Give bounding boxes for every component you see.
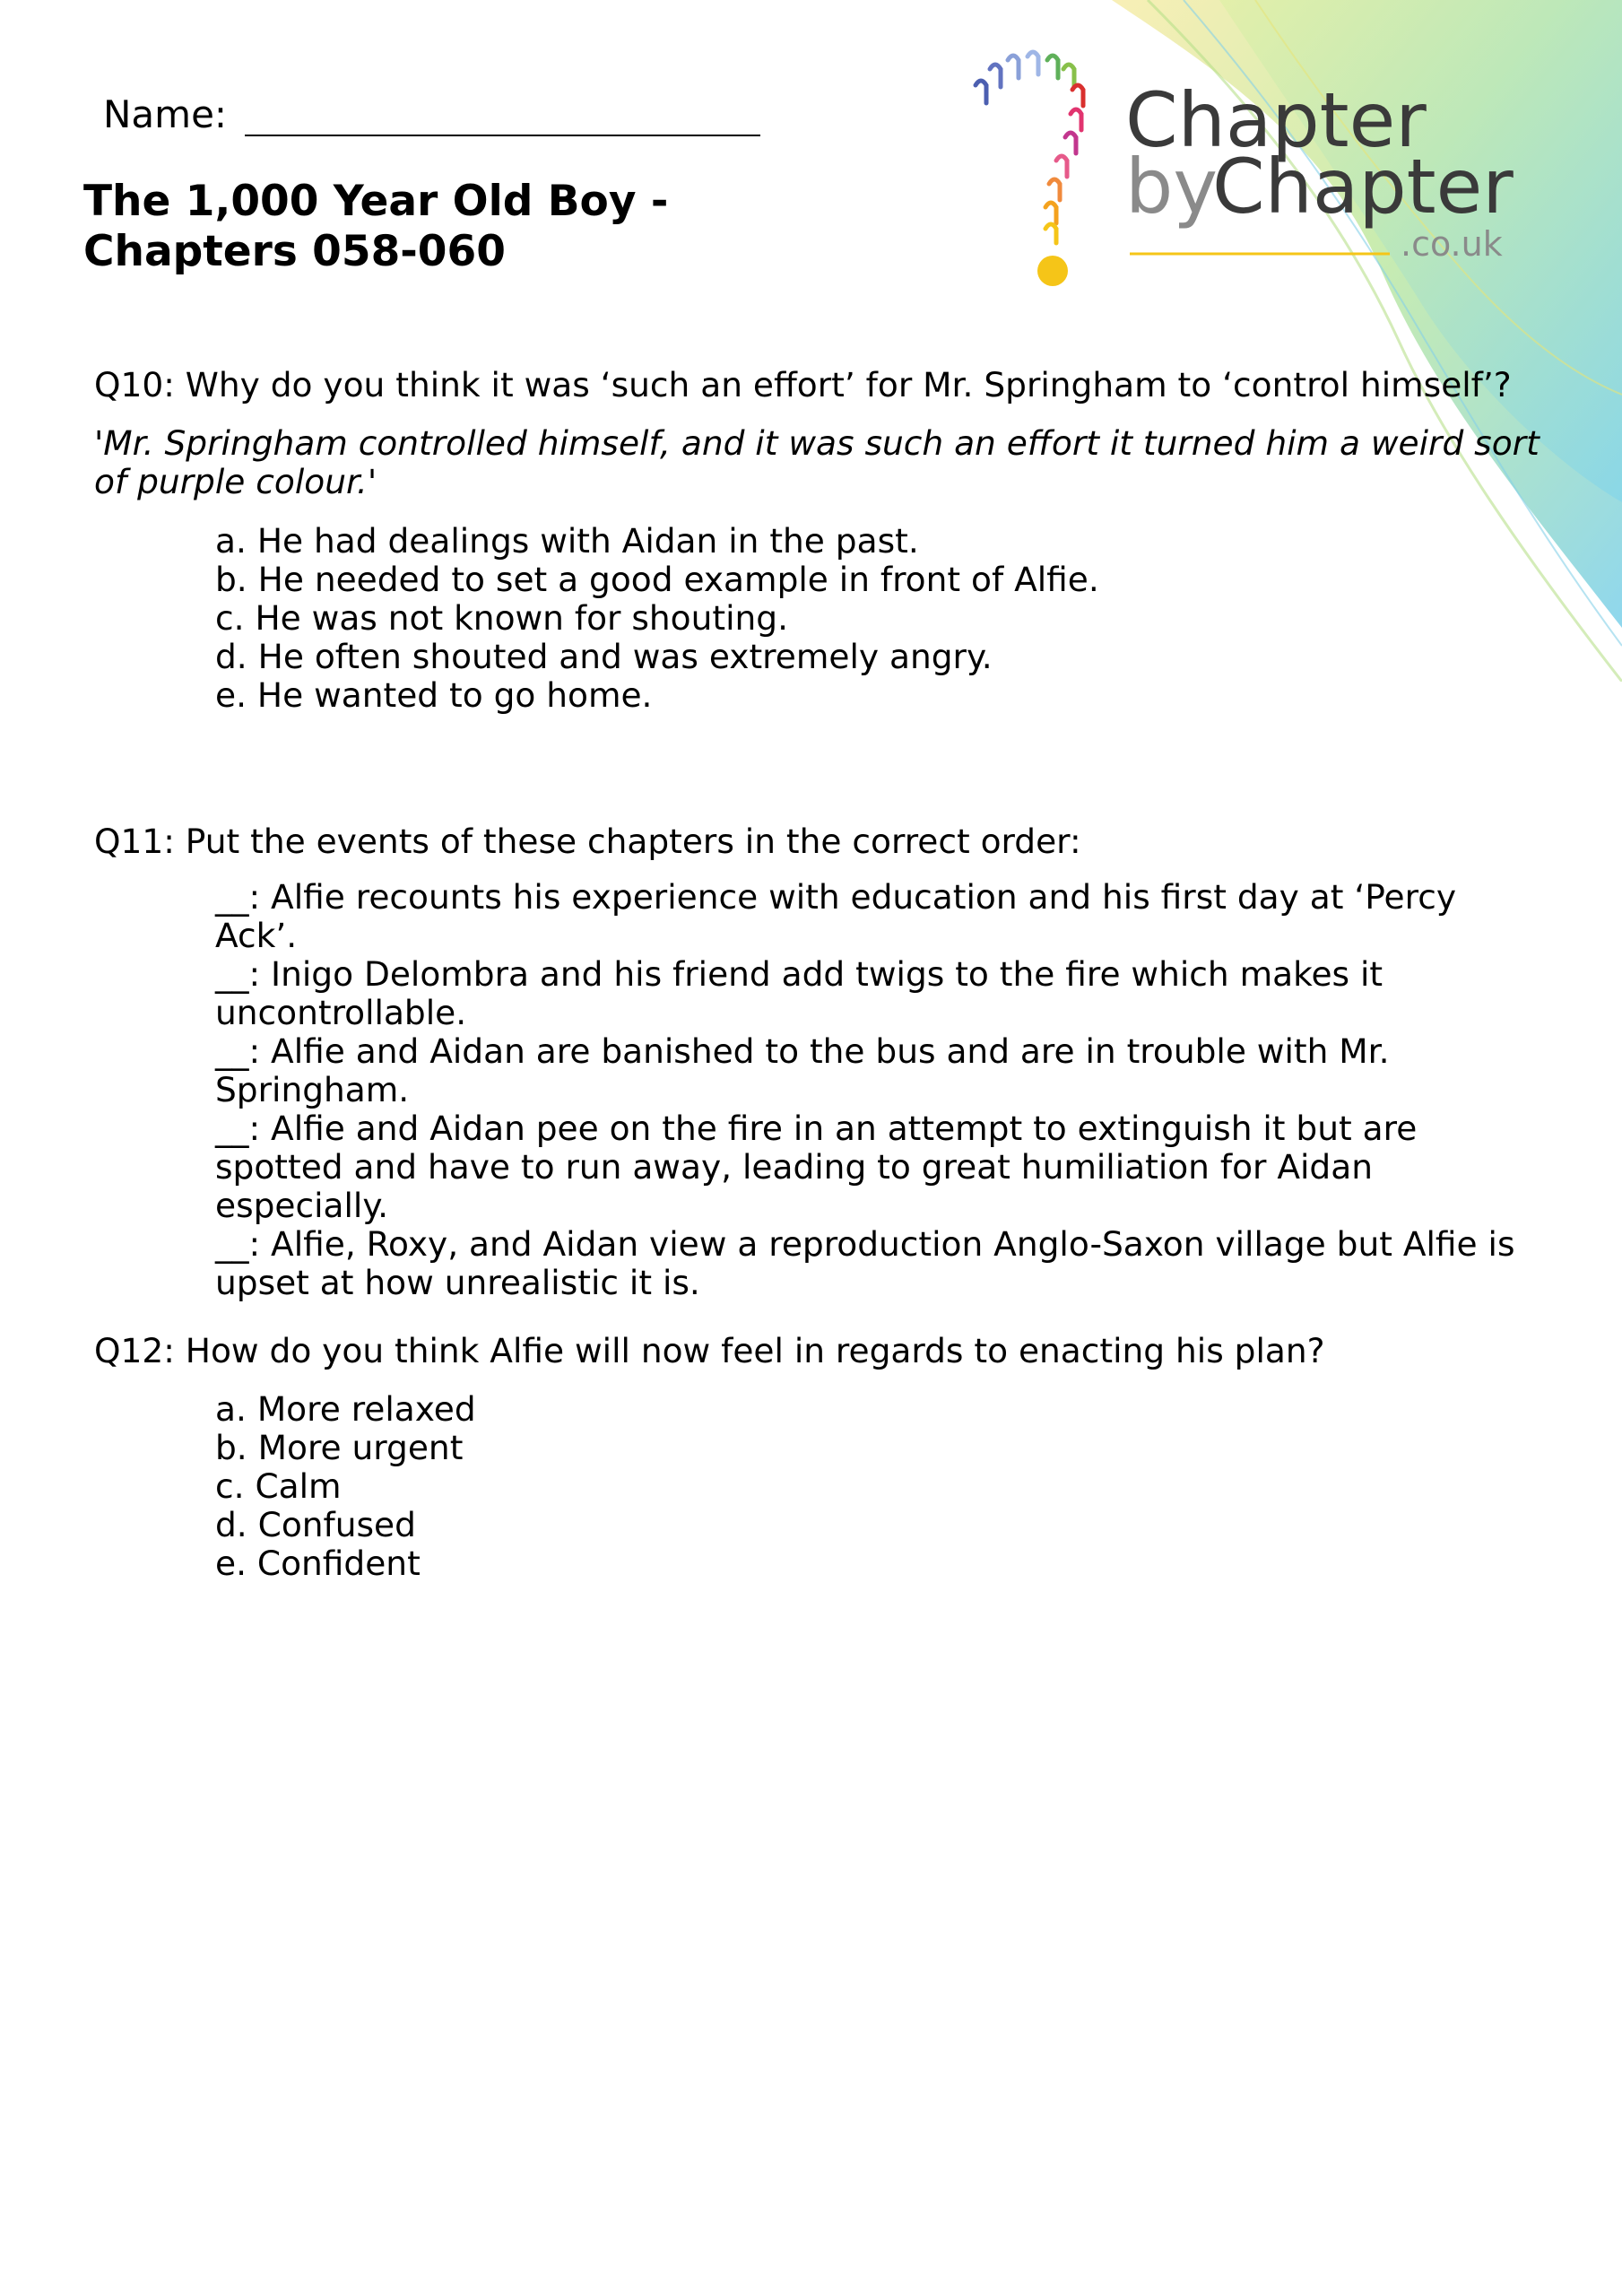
book-arc-icon	[959, 49, 1542, 318]
name-blank-line[interactable]	[245, 90, 760, 136]
logo-wordmark-line2: Chapter	[1212, 143, 1514, 230]
option: b. More urgent	[215, 1428, 464, 1467]
option: a. More relaxed	[215, 1389, 476, 1429]
option: e. Confident	[215, 1544, 421, 1583]
question-10-prompt: Q10: Why do you think it was ‘such an effort’ for Mr. Springham to ‘control himself’?	[94, 365, 1512, 404]
question-12-prompt: Q12: How do you think Alfie will now feel in regards to enacting his plan?	[94, 1331, 1325, 1370]
question-11-events	[215, 878, 1524, 1302]
option: b. He needed to set a good example in front of Alfie.	[215, 560, 1099, 599]
event-item: __: Alfie and Aidan pee on the fire in an attempt to extinguish it but are spotted and have to run away, leading to great humiliation for Aidan especially.	[215, 1109, 1418, 1225]
question-10-quote: 'Mr. Springham controlled himself, and it was such an effort it turned him a weird sort of purple colour.'	[94, 423, 1540, 501]
option: c. He was not known for shouting.	[215, 598, 788, 638]
logo-wordmark-line1: Chapter	[1125, 76, 1427, 164]
question-10-options	[215, 522, 1524, 715]
name-label: Name:	[103, 92, 228, 136]
name-field-row	[103, 90, 760, 136]
event-item: __: Inigo Delombra and his friend add twigs to the fire which makes it uncontrollable.	[215, 954, 1383, 1032]
question-12-options	[215, 1390, 1524, 1583]
option: a. He had dealings with Aidan in the past.	[215, 521, 919, 561]
option: c. Calm	[215, 1466, 342, 1506]
event-item: __: Alfie recounts his experience with education and his first day at ‘Percy Ack’.	[215, 877, 1457, 955]
worksheet-title: The 1,000 Year Old Boy - Chapters 058-060	[83, 177, 669, 276]
option: d. He often shouted and was extremely angry.	[215, 637, 993, 676]
logo-wordmark-by: by	[1125, 143, 1219, 230]
event-item: __: Alfie, Roxy, and Aidan view a reproduction Anglo-Saxon village but Alfie is upset at how unrealistic it is.	[215, 1224, 1515, 1302]
option: e. He wanted to go home.	[215, 675, 653, 715]
option: d. Confused	[215, 1505, 416, 1544]
event-item: __: Alfie and Aidan are banished to the bus and are in trouble with Mr. Springham.	[215, 1031, 1390, 1109]
logo-domain: .co.uk	[1401, 224, 1503, 264]
question-11-prompt: Q11: Put the events of these chapters in the correct order:	[94, 822, 1081, 861]
chapter-by-chapter-logo	[959, 49, 1542, 318]
